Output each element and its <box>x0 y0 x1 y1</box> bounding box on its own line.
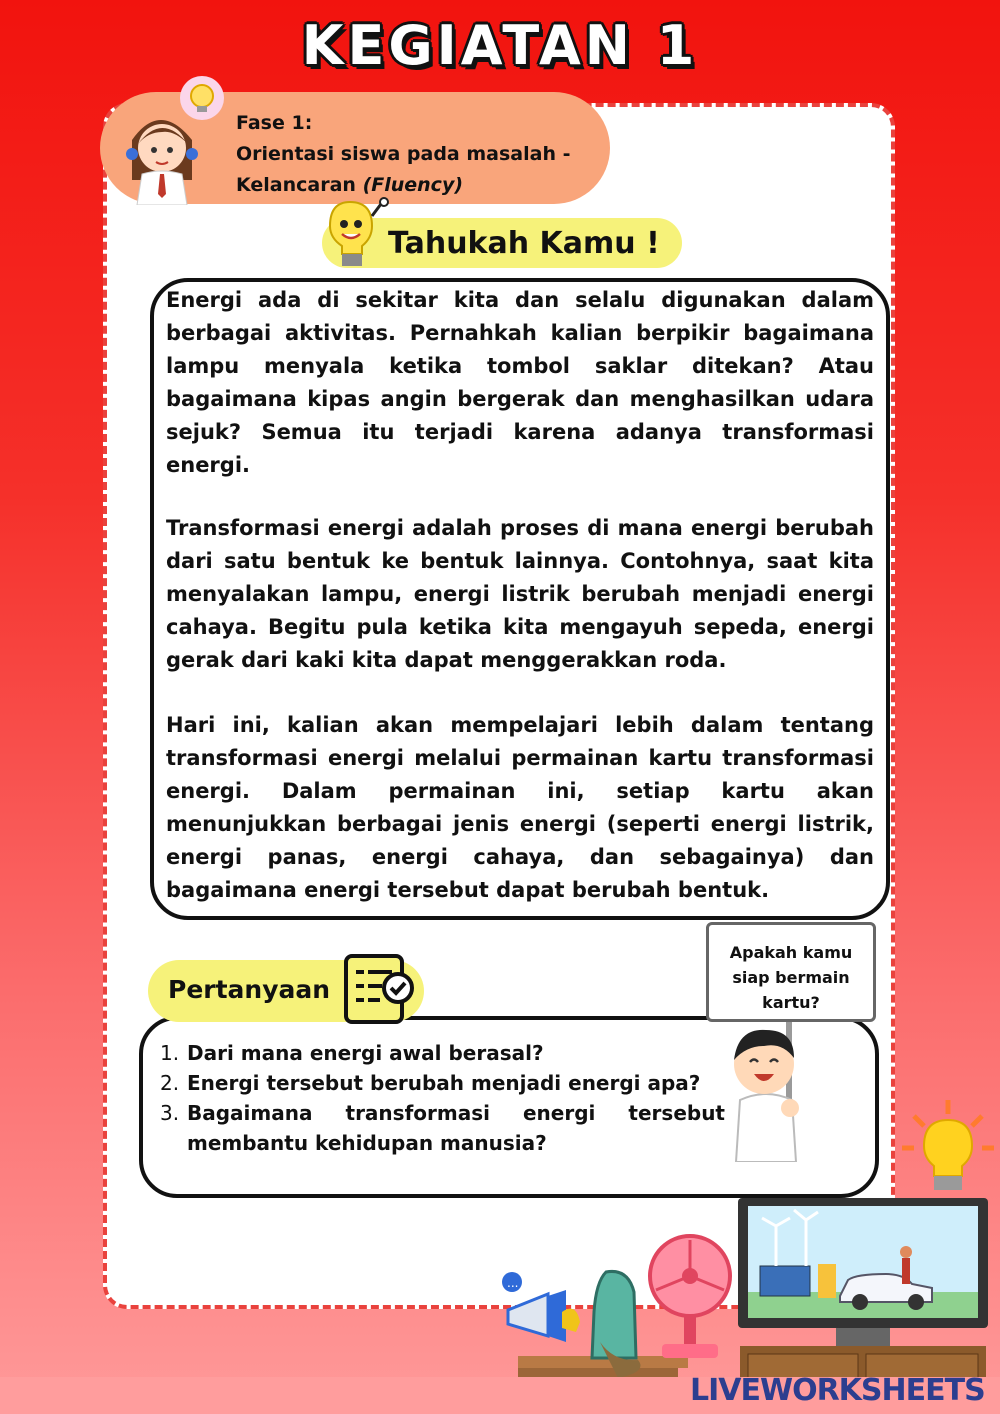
lightbulb-icon <box>900 1098 996 1198</box>
question-number: 3. <box>160 1101 180 1125</box>
sign-line: Apakah kamu <box>729 943 853 962</box>
pertanyaan-heading: Pertanyaan <box>168 975 331 1004</box>
question-number: 1. <box>160 1041 180 1065</box>
sign-line: siap bermain <box>732 968 850 987</box>
phase-skill-italic: (Fluency) <box>362 174 464 196</box>
boy-holding-sign-illustration <box>722 1012 832 1162</box>
speech-sign <box>706 922 876 1022</box>
tahukah-kamu-heading: Tahukah Kamu ! <box>388 226 660 261</box>
question-number: 2. <box>160 1071 180 1095</box>
info-paragraph-1: Energi ada di sekitar kita dan selalu digunakan dalam berbagai aktivitas. Pernahkah kalian berpikir bagaimana lampu menyala ketika tombol saklar ditekan? Atau bagaimana kipas angin bergerak dan menghasilkan udara sejuk? Semua itu terjadi karena adanya transformasi energi. <box>166 288 874 477</box>
lightbulb-mascot-icon <box>320 196 390 270</box>
liveworksheets-watermark: LIVEWORKSHEETS <box>690 1373 985 1408</box>
phase-skill <box>236 170 570 201</box>
question-text: Dari mana energi awal berasal? <box>187 1041 544 1065</box>
girl-thinking-illustration <box>112 70 242 205</box>
question-text: Bagaimana transformasi energi tersebut membantu kehidupan manusia? <box>187 1101 725 1155</box>
phase-number: Fase 1: <box>236 112 313 134</box>
info-paragraph-3: Hari ini, kalian akan mempelajari lebih dalam tentang transformasi energi melalui permainan kartu transformasi energi. Dalam permainan ini, setiap kartu akan menunjukkan berbagai jenis energi (seperti energi listrik, energi panas, energi cahaya, dan sebagainya) dan bagaimana energi tersebut dapat berubah bentuk. <box>166 713 874 902</box>
phase-skill-label: Kelancaran <box>236 174 363 196</box>
phase-heading <box>236 108 570 201</box>
question-item <box>160 1038 725 1068</box>
question-text: Energi tersebut berubah menjadi energi apa? <box>187 1071 701 1095</box>
info-paragraph-2: Transformasi energi adalah proses di mana energi berubah dari satu bentuk ke bentuk lainnya. Contohnya, saat kita menyalakan lampu, energi listrik berubah menjadi energi cahaya. Begitu pula ketika kita mengayuh sepeda, energi gerak dari kaki kita dapat menggerakkan roda. <box>166 516 874 672</box>
svg-text:...: ... <box>507 1276 519 1290</box>
questions-list <box>160 1038 725 1158</box>
question-item <box>160 1068 725 1098</box>
phase-description: Orientasi siswa pada masalah - <box>236 143 571 165</box>
sign-line: kartu? <box>762 993 820 1012</box>
question-item <box>160 1098 725 1158</box>
page-title: KEGIATAN 1 <box>301 14 699 77</box>
checklist-icon <box>342 952 418 1026</box>
